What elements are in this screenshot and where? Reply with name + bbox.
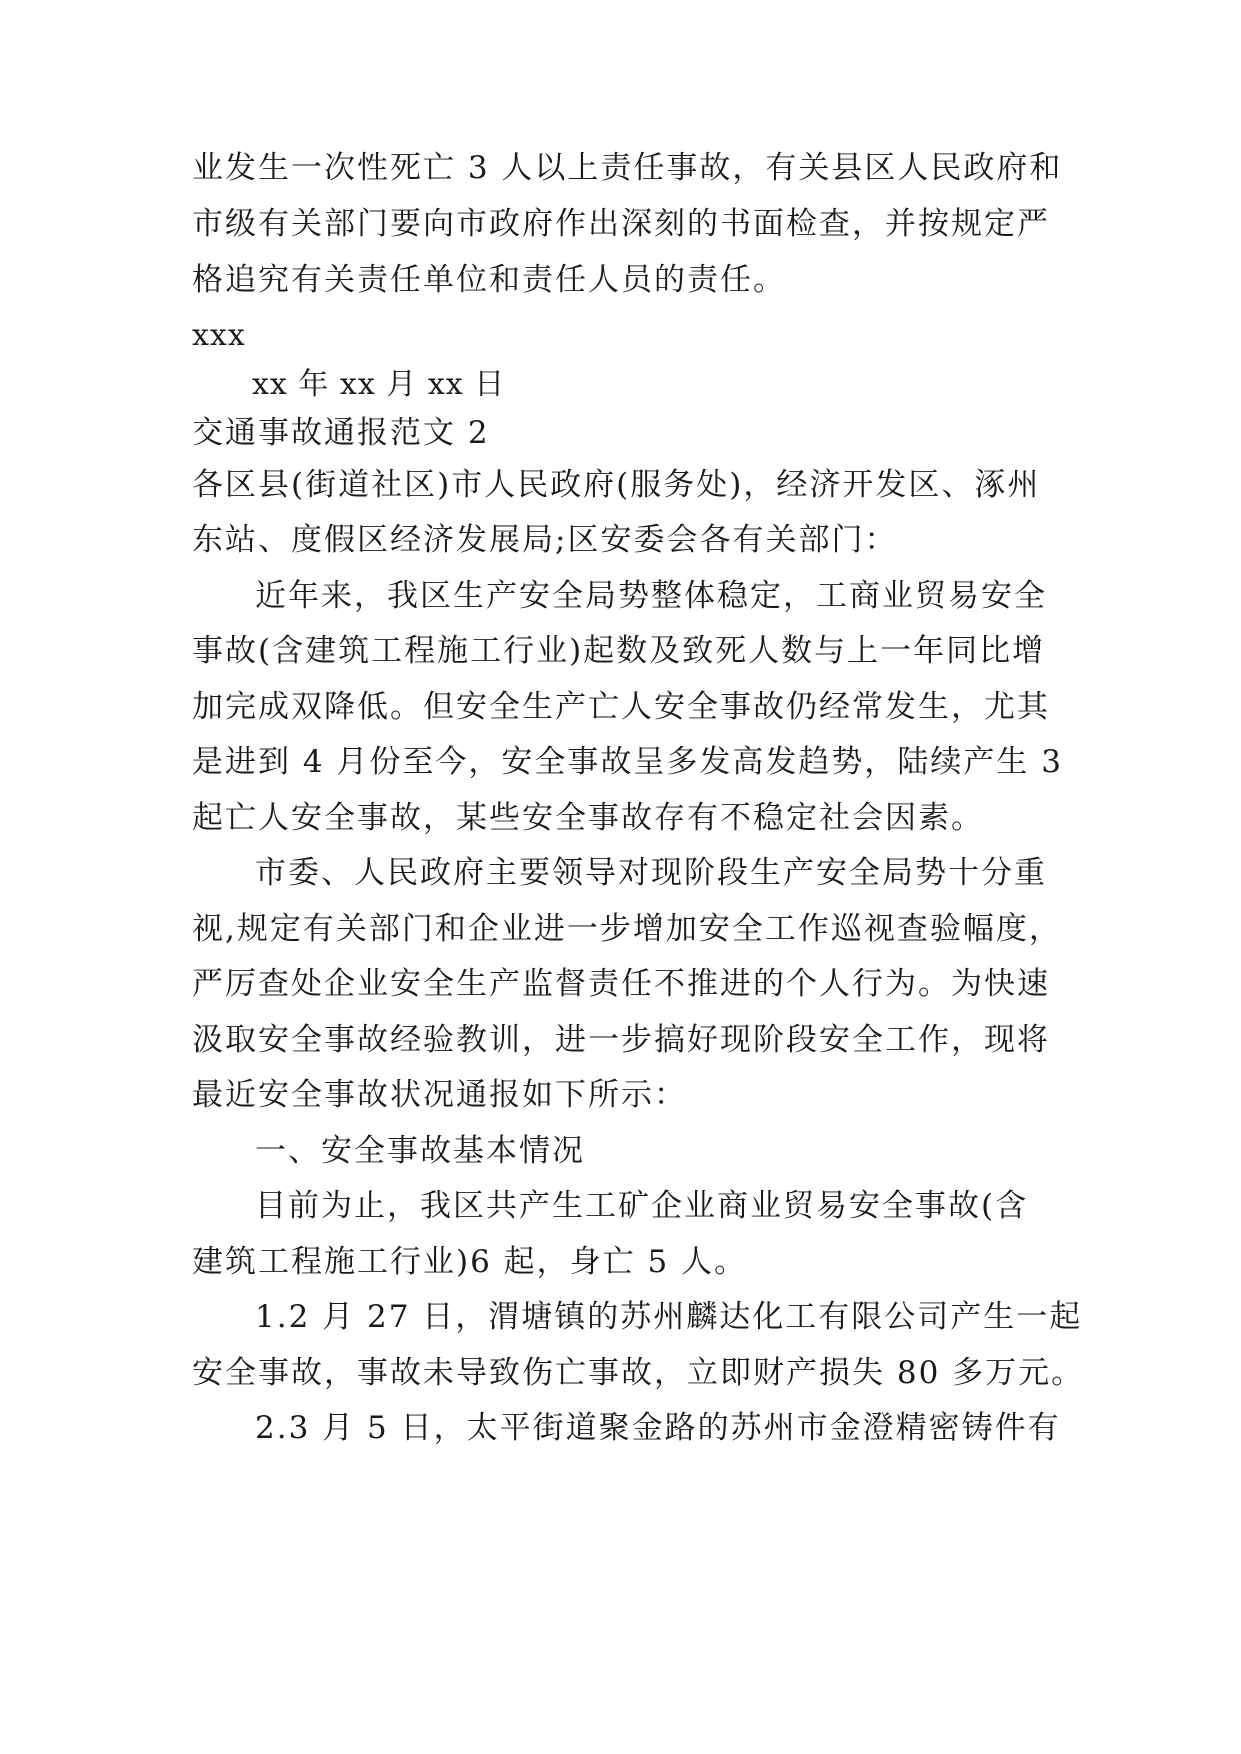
paragraph-line: 最近安全事故状况通报如下所示： bbox=[192, 1077, 687, 1113]
paragraph-line: 事故(含建筑工程施工行业)起数及致死人数与上一年同比增 bbox=[192, 633, 1046, 669]
paragraph-line: 建筑工程施工行业)6 起，身亡 5 人。 bbox=[192, 1244, 748, 1280]
list-item-line: 1.2 月 27 日，渭塘镇的苏州麟达化工有限公司产生一起 bbox=[255, 1299, 1083, 1335]
paragraph-line: 加完成双降低。但安全生产亡人安全事故仍经常发生，尤其 bbox=[192, 689, 1050, 725]
paragraph-line: 市委、人民政府主要领导对现阶段生产安全局势十分重 bbox=[255, 855, 1047, 891]
list-item-line: 2.3 月 5 日，太平街道聚金路的苏州市金澄精密铸件有 bbox=[255, 1410, 1061, 1446]
list-item-line: 安全事故，事故未导致伤亡事故，立即财产损失 80 多万元。 bbox=[192, 1355, 1085, 1391]
paragraph-line: 视,规定有关部门和企业进一步增加安全工作巡视查验幅度， bbox=[192, 911, 1062, 947]
addressee-line: 东站、度假区经济发展局;区安委会各有关部门： bbox=[192, 522, 898, 558]
paragraph-line: 业发生一次性死亡 3 人以上责任事故，有关县区人民政府和 bbox=[192, 150, 1063, 186]
addressee-line: 各区县(街道社区)市人民政府(服务处)，经济开发区、涿州 bbox=[192, 467, 1041, 503]
paragraph-line: 目前为止，我区共产生工矿企业商业贸易安全事故(含 bbox=[255, 1188, 1029, 1224]
paragraph-line: 市级有关部门要向市政府作出深刻的书面检查，并按规定严 bbox=[192, 206, 1050, 242]
paragraph-line: 是进到 4 月份至今，安全事故呈多发高发趋势，陆续产生 3 bbox=[192, 744, 1064, 780]
signature-date: xx 年 xx 月 xx 日 bbox=[252, 367, 506, 402]
paragraph-line: 格追究有关责任单位和责任人员的责任。 bbox=[192, 262, 786, 298]
section-heading: 一、安全事故基本情况 bbox=[255, 1133, 585, 1169]
paragraph-line: 汲取安全事故经验教训，进一步搞好现阶段安全工作，现将 bbox=[192, 1022, 1050, 1058]
section-title: 交通事故通报范文 2 bbox=[192, 415, 490, 451]
paragraph-line: 近年来，我区生产安全局势整体稳定，工商业贸易安全 bbox=[255, 578, 1047, 614]
paragraph-line: 起亡人安全事故，某些安全事故存有不稳定社会因素。 bbox=[192, 800, 984, 836]
signature-name: xxx bbox=[192, 318, 246, 353]
paragraph-line: 严厉查处企业安全生产监督责任不推进的个人行为。为快速 bbox=[192, 966, 1050, 1002]
